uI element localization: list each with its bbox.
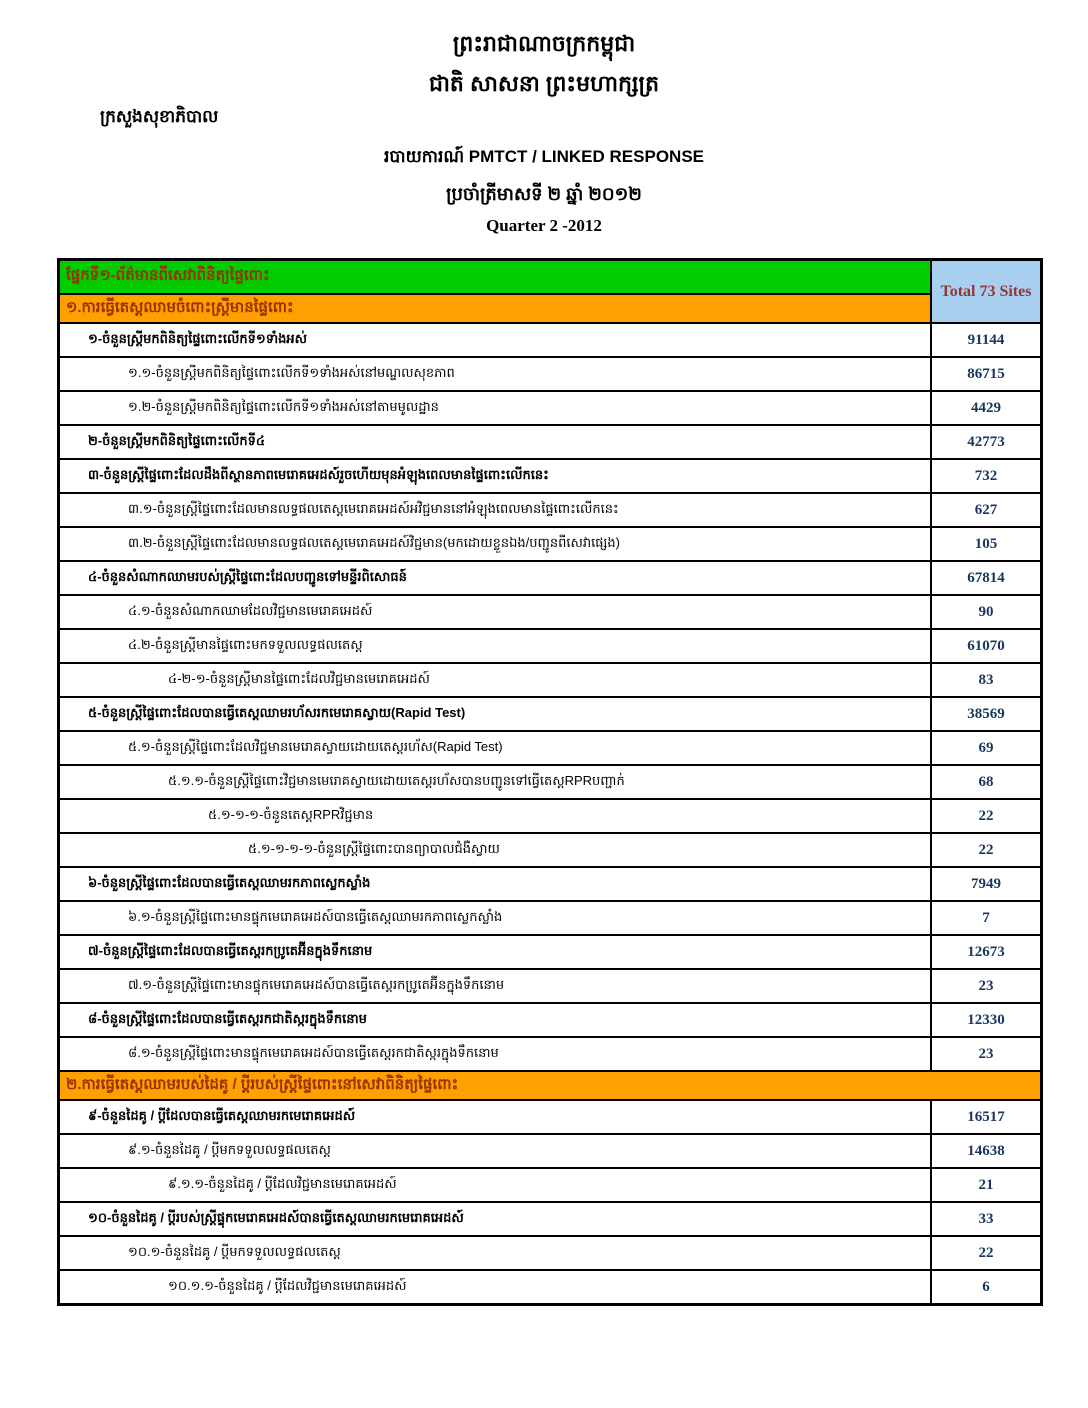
row-value: 16517	[930, 1099, 1040, 1133]
row-value: 22	[930, 798, 1040, 832]
row-value: 105	[930, 526, 1040, 560]
row-value: 33	[930, 1201, 1040, 1235]
section-header-1: ១.ការធ្វើតេស្តឈាមចំពោះស្ត្រីមានផ្ទៃពោះ	[60, 293, 930, 322]
row-label: ៩.១-ចំនួនដៃគូ / ប្តីមកទទួលលទ្ធផលតេស្ត	[60, 1133, 930, 1167]
row-value: 83	[930, 662, 1040, 696]
row-label: ៥.១-១-១-ចំនួនតេស្តRPRវិជ្ជមាន	[60, 798, 930, 832]
row-value: 67814	[930, 560, 1040, 594]
row-value: 12673	[930, 934, 1040, 968]
row-label: ៨-ចំនួនស្ត្រីផ្ទៃពោះដែលបានធ្វើតេស្តរកជាតិស្ករក្នុងទឹកនោម	[60, 1002, 930, 1036]
row-label: ១០.១.១-ចំនួនដៃគូ / ប្តីដែលវិជ្ជមានមេរោគអេដស៍	[60, 1269, 930, 1303]
row-value: 90	[930, 594, 1040, 628]
row-label: ៦.១-ចំនួនស្ត្រីផ្ទៃពោះមានផ្ទុកមេរោគអេដស៍បានធ្វើតេស្តឈាមរកភាពស្លេកស្លាំង	[60, 900, 930, 934]
row-label: ៩.១.១-ចំនួនដៃគូ / ប្តីដែលវិជ្ជមានមេរោគអេដស៍	[60, 1167, 930, 1201]
row-value: 23	[930, 1036, 1040, 1070]
row-label: ៥.១.១-ចំនួនស្ត្រីផ្ទៃពោះវិជ្ជមានមេរោគស្វាយដោយតេស្តរហ័សបានបញ្ជូនទៅធ្វើតេស្តRPRបញ្ជាក់	[60, 764, 930, 798]
row-value: 14638	[930, 1133, 1040, 1167]
part1-header: ផ្នែកទី១-ព័ត៌មានពីសេវាពិនិត្យផ្ទៃពោះ	[60, 261, 930, 293]
row-label: ១០.១-ចំនួនដៃគូ / ប្តីមកទទួលលទ្ធផលតេស្ត	[60, 1235, 930, 1269]
row-value: 61070	[930, 628, 1040, 662]
row-label: ១-ចំនួនស្ត្រីមកពិនិត្យផ្ទៃពោះលើកទី១ទាំងអស់	[60, 322, 930, 356]
section-header-2: ២.ការធ្វើតេស្តឈាមរបស់ដៃគូ / ប្តីរបស់ស្ត្រីផ្ទៃពោះនៅសេវាពិនិត្យផ្ទៃពោះ	[60, 1070, 1040, 1099]
row-value: 21	[930, 1167, 1040, 1201]
total-sites-header: Total 73 Sites	[930, 261, 1040, 322]
row-value: 7949	[930, 866, 1040, 900]
row-value: 627	[930, 492, 1040, 526]
row-label: ៧.១-ចំនួនស្ត្រីផ្ទៃពោះមានផ្ទុកមេរោគអេដស៍បានធ្វើតេស្តរកប្រូតេអ៊ីនក្នុងទឹកនោម	[60, 968, 930, 1002]
row-label: ៤-២-១-ចំនួនស្ត្រីមានផ្ទៃពោះដែលវិជ្ជមានមេរោគអេដស៍	[60, 662, 930, 696]
ministry-name: ក្រសួងសុខាភិបាល	[100, 107, 219, 126]
row-label: ៥.១-១-១-១-ចំនួនស្ត្រីផ្ទៃពោះបានព្យាបាលជំងឺស្វាយ	[60, 832, 930, 866]
row-label: ៧-ចំនួនស្ត្រីផ្ទៃពោះដែលបានធ្វើតេស្តរកប្រូតេអ៊ីនក្នុងទឹកនោម	[60, 934, 930, 968]
row-value: 42773	[930, 424, 1040, 458]
row-label: ៤-ចំនួនសំណាកឈាមរបស់ស្ត្រីផ្ទៃពោះដែលបញ្ជូនទៅមន្ទីរពិសោធន៍	[60, 560, 930, 594]
row-value: 7	[930, 900, 1040, 934]
row-value: 91144	[930, 322, 1040, 356]
row-label: ១០-ចំនួនដៃគូ / ប្តីរបស់ស្ត្រីផ្ទុកមេរោគអេដស៍បានធ្វើតេស្តឈាមរកមេរោគអេដស៍	[60, 1201, 930, 1235]
report-title: របាយការណ៍ PMTCT / LINKED RESPONSE	[383, 147, 704, 166]
report-period-khmer: ប្រចាំត្រីមាសទី ២ ឆ្នាំ ២០១២	[446, 184, 642, 204]
report-table	[57, 258, 1043, 1306]
title-motto: ជាតិ សាសនា ព្រះមហាក្សត្រ	[428, 71, 660, 96]
row-label: ២-ចំនួនស្ត្រីមកពិនិត្យផ្ទៃពោះលើកទី៤	[60, 424, 930, 458]
row-label: ៥.១-ចំនួនស្ត្រីផ្ទៃពោះដែលវិជ្ជមានមេរោគស្វាយដោយតេស្តរហ័ស(Rapid Test)	[60, 730, 930, 764]
row-value: 69	[930, 730, 1040, 764]
row-value: 6	[930, 1269, 1040, 1303]
row-label: ៣.១-ចំនួនស្ត្រីផ្ទៃពោះដែលមានលទ្ធផលតេស្តមេរោគអេដស៍អវិជ្ជមាននៅអំឡុងពេលមានផ្ទៃពោះលើកនេះ	[60, 492, 930, 526]
row-value: 68	[930, 764, 1040, 798]
row-label: ៣.២-ចំនួនស្ត្រីផ្ទៃពោះដែលមានលទ្ធផលតេស្តមេរោគអេដស៍វិជ្ជមាន(មកដោយខ្លួនឯង/បញ្ជូនពីសេវាផ្សេង)	[60, 526, 930, 560]
row-value: 38569	[930, 696, 1040, 730]
row-value: 23	[930, 968, 1040, 1002]
row-value: 86715	[930, 356, 1040, 390]
row-label: ៤.២-ចំនួនស្ត្រីមានផ្ទៃពោះមកទទួលលទ្ធផលតេស្ត	[60, 628, 930, 662]
row-value: 22	[930, 1235, 1040, 1269]
row-value: 732	[930, 458, 1040, 492]
row-value: 12330	[930, 1002, 1040, 1036]
row-value: 22	[930, 832, 1040, 866]
row-label: ៤.១-ចំនួនសំណាកឈាមដែលវិជ្ជមានមេរោគអេដស៍	[60, 594, 930, 628]
row-label: ៨.១-ចំនួនស្ត្រីផ្ទៃពោះមានផ្ទុកមេរោគអេដស៍បានធ្វើតេស្តរកជាតិស្ករក្នុងទឹកនោម	[60, 1036, 930, 1070]
row-label: ១.១-ចំនួនស្ត្រីមកពិនិត្យផ្ទៃពោះលើកទី១ទាំងអស់នៅមណ្ឌលសុខភាព	[60, 356, 930, 390]
row-value: 4429	[930, 390, 1040, 424]
row-label: ៣-ចំនួនស្ត្រីផ្ទៃពោះដែលដឹងពីស្ថានភាពមេរោគអេដស៍រួចហើយមុនអំឡុងពេលមានផ្ទៃពោះលើកនេះ	[60, 458, 930, 492]
row-label: ៦-ចំនួនស្ត្រីផ្ទៃពោះដែលបានធ្វើតេស្តឈាមរកភាពស្លេកស្លាំង	[60, 866, 930, 900]
row-label: ៥-ចំនួនស្ត្រីផ្ទៃពោះដែលបានធ្វើតេស្តឈាមរហ័សរកមេរោគស្វាយ(Rapid Test)	[60, 696, 930, 730]
title-kingdom: ព្រះរាជាណាចក្រកម្ពុជា	[452, 31, 636, 56]
report-period-english: Quarter 2 -2012	[486, 216, 602, 235]
row-label: ១.២-ចំនួនស្ត្រីមកពិនិត្យផ្ទៃពោះលើកទី១ទាំងអស់នៅតាមមូលដ្ឋាន	[60, 390, 930, 424]
row-label: ៩-ចំនួនដៃគូ / ប្តីដែលបានធ្វើតេស្តឈាមរកមេរោគអេដស៍	[60, 1099, 930, 1133]
